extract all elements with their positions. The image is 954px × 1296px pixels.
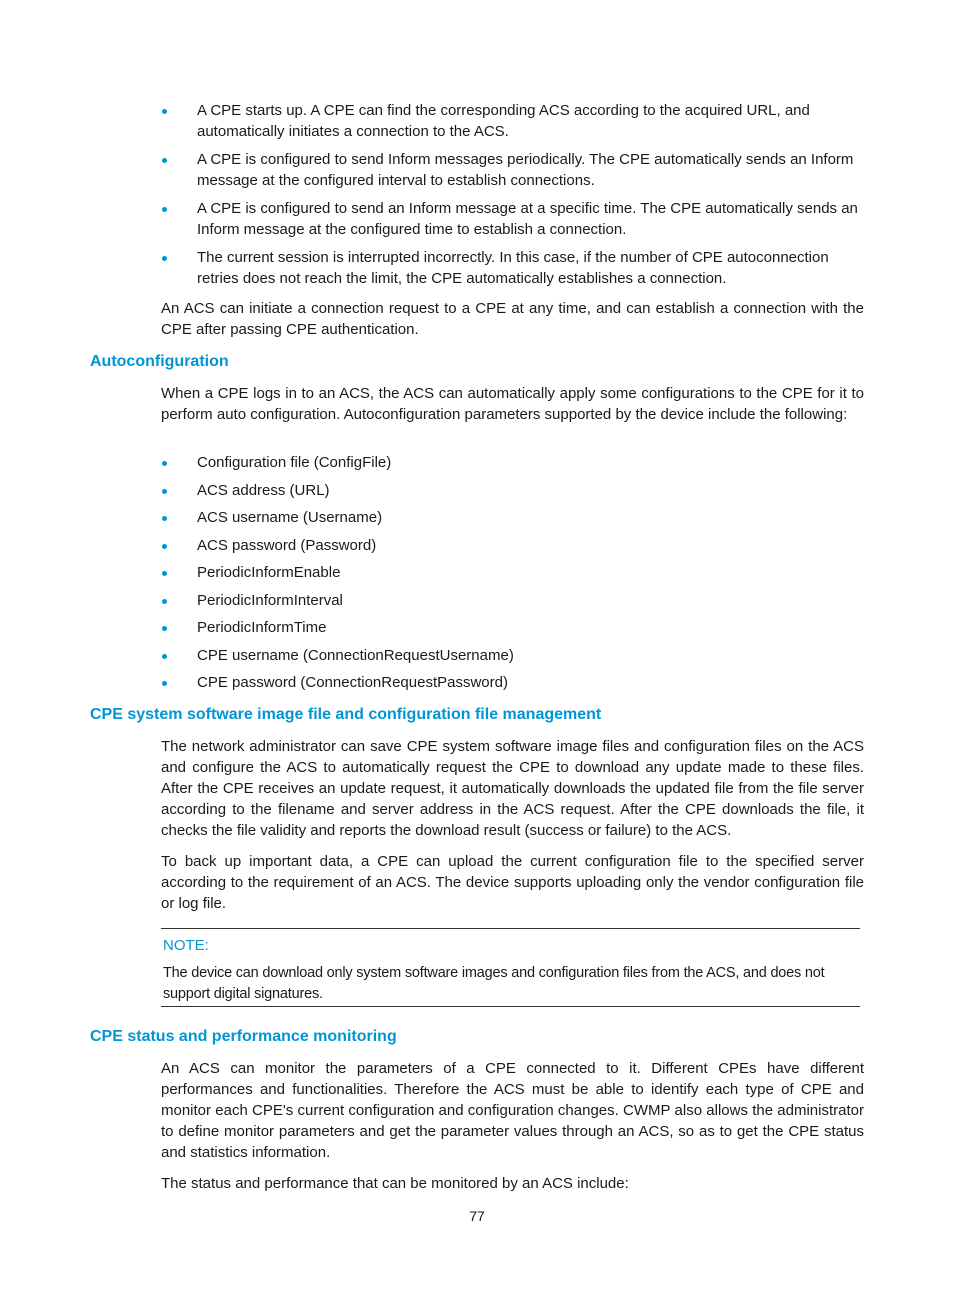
note-box: [161, 928, 860, 1007]
bullet-icon: [162, 256, 167, 261]
bullet-icon: [162, 599, 167, 604]
list-item: A CPE is configured to send Inform messages periodically. The CPE automatically sends an Inform message at the configured interval to establish connections.: [161, 149, 864, 191]
list-item: ACS address (URL): [161, 480, 864, 501]
bullet-icon: [162, 516, 167, 521]
note-text: The device can download only system software images and configuration files from the ACS, and does not support digital signatures.: [163, 965, 825, 1002]
bullet-icon: [162, 207, 167, 212]
page-number: 77: [469, 1208, 485, 1224]
bullet-icon: [162, 544, 167, 549]
list-item: CPE password (ConnectionRequestPassword): [161, 672, 864, 693]
list-item: ACS username (Username): [161, 507, 864, 528]
bullet-icon: [162, 158, 167, 163]
bullet-icon: [162, 681, 167, 686]
file-management-paragraph-2: To back up important data, a CPE can upload the current configuration file to the specified server according to the requirement of an ACS. The device supports uploading only the vendor configuration file or log file.: [161, 853, 864, 912]
list-item: CPE username (ConnectionRequestUsername): [161, 645, 864, 666]
autoconfiguration-heading: Autoconfiguration: [90, 353, 229, 370]
monitoring-heading: CPE status and performance monitoring: [90, 1028, 397, 1045]
bullet-icon: [162, 109, 167, 114]
file-management-paragraph-1: The network administrator can save CPE system software image files and configuration files on the ACS and configure the ACS to automatically request the CPE to download any update made to these files. After the CPE receives an update request, it automatically downloads the updated file from the file server according to the filename and server address in the ACS request. After the CPE downloads the file, it checks the file validity and reports the download result (success or failure) to the ACS.: [161, 738, 864, 839]
monitoring-paragraph-1: An ACS can monitor the parameters of a CPE connected to it. Different CPEs have different performances and functionalities. Therefore the ACS must be able to identify each type of CPE and monitor each CPE's current configuration and configuration changes. CWMP also allows the administrator to define monitor parameters and get the parameter values through an ACS, so as to get the CPE status and statistics information.: [161, 1060, 864, 1161]
list-item: PeriodicInformTime: [161, 617, 864, 638]
list-item: Configuration file (ConfigFile): [161, 452, 864, 473]
list-item: PeriodicInformEnable: [161, 562, 864, 583]
list-item: A CPE is configured to send an Inform message at a specific time. The CPE automatically sends an Inform message at the configured time to establish a connection.: [161, 198, 864, 240]
list-item: PeriodicInformInterval: [161, 590, 864, 611]
bullet-icon: [162, 626, 167, 631]
note-label: NOTE:: [163, 937, 209, 954]
autoconfiguration-paragraph: When a CPE logs in to an ACS, the ACS can automatically apply some configurations to the CPE for it to perform auto configuration. Autoconfiguration parameters supported by the device include the following:: [161, 385, 864, 423]
bullet-icon: [162, 571, 167, 576]
monitoring-paragraph-2: The status and performance that can be monitored by an ACS include:: [161, 1175, 629, 1192]
bullet-icon: [162, 654, 167, 659]
bullet-icon: [162, 461, 167, 466]
intro-paragraph: An ACS can initiate a connection request to a CPE at any time, and can establish a connection with the CPE after passing CPE authentication.: [161, 300, 864, 338]
list-item: A CPE starts up. A CPE can find the corresponding ACS according to the acquired URL, and automatically initiates a connection to the ACS.: [161, 100, 864, 142]
list-item: The current session is interrupted incorrectly. In this case, if the number of CPE autoconnection retries does not reach the limit, the CPE automatically establishes a connection.: [161, 247, 864, 289]
bullet-icon: [162, 489, 167, 494]
intro-bullet-list: [161, 100, 864, 296]
autoconfiguration-bullet-list: [161, 452, 864, 700]
file-management-heading: CPE system software image file and configuration file management: [90, 706, 602, 723]
list-item: ACS password (Password): [161, 535, 864, 556]
